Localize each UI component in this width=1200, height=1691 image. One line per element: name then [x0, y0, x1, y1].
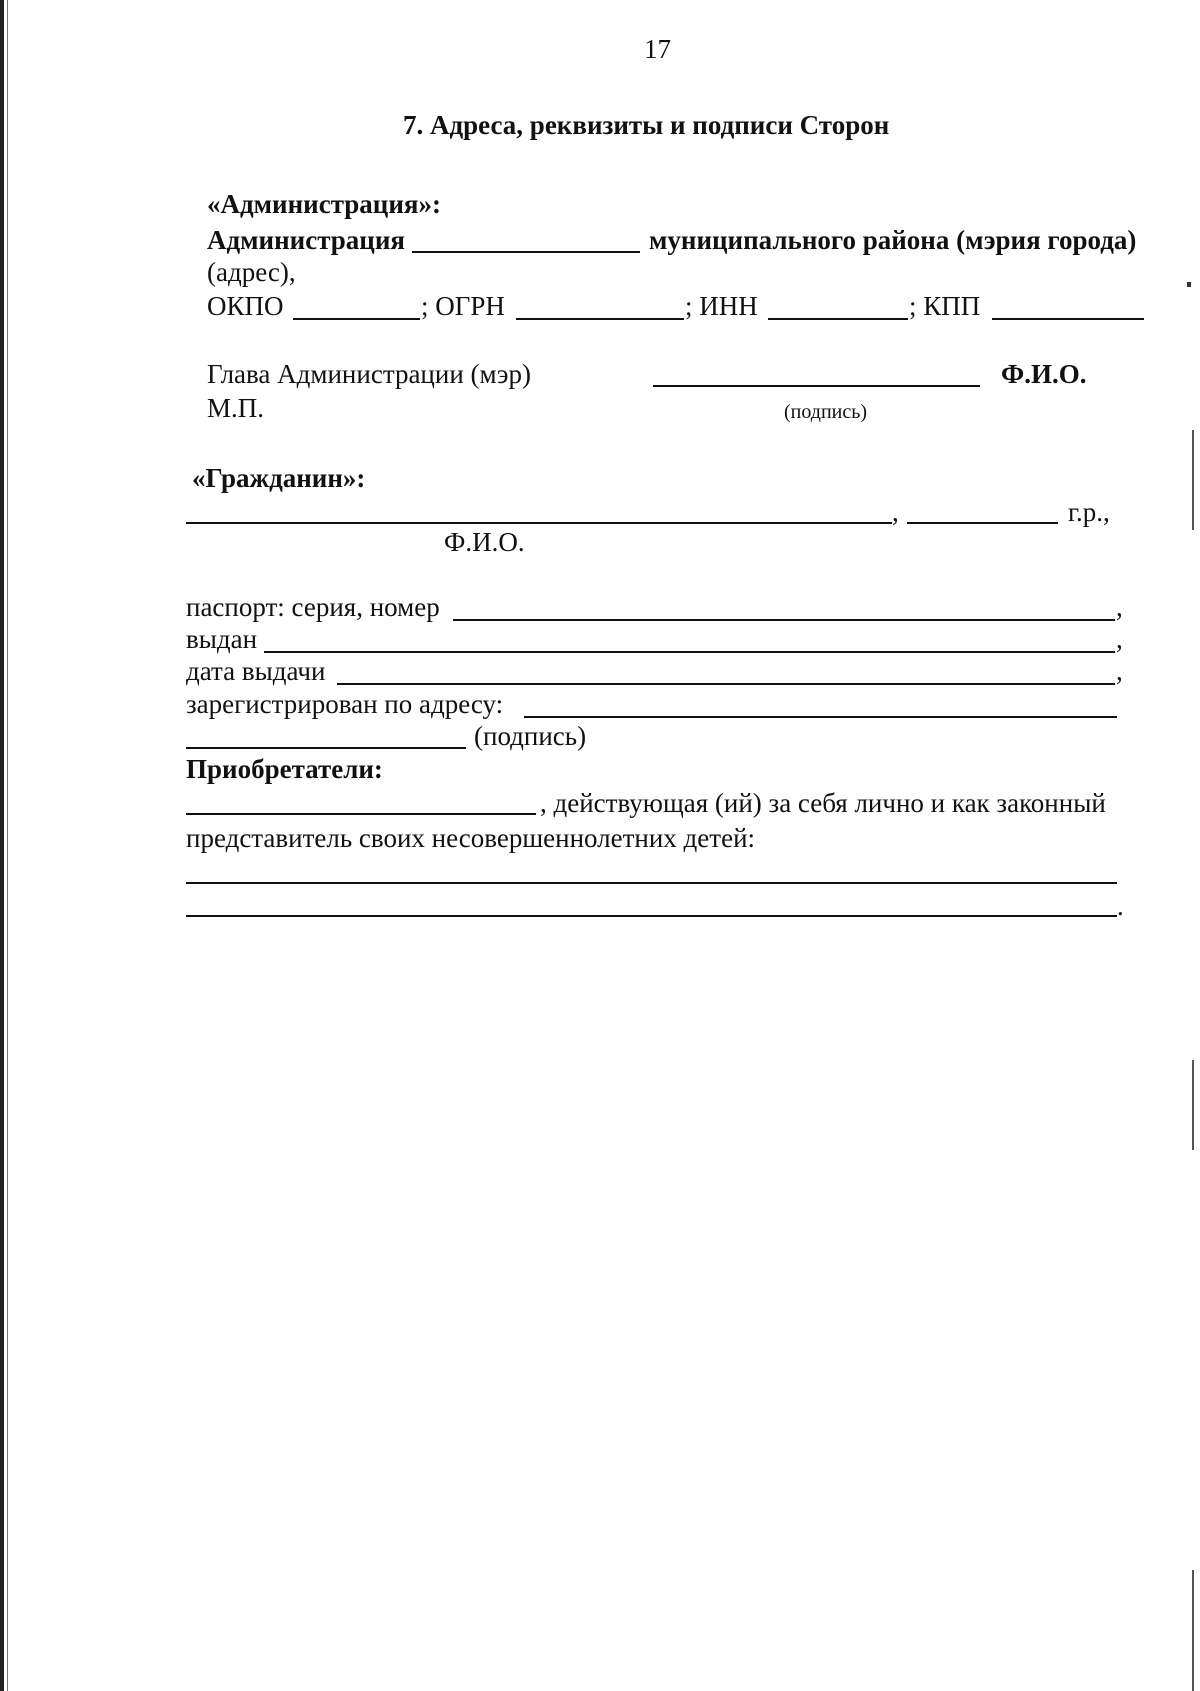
signature-caption: (подпись)	[784, 401, 868, 423]
kpp-blank	[992, 318, 1144, 320]
registered-blank	[524, 716, 1117, 718]
scan-right-edge-mark	[1192, 1570, 1194, 1691]
administration-heading: «Администрация»:	[207, 189, 442, 219]
inn-blank	[768, 318, 908, 320]
okpo-blank	[293, 318, 420, 320]
ogrn-blank	[516, 318, 684, 320]
kpp-label: ; КПП	[909, 291, 981, 321]
scan-left-edge	[0, 0, 4, 1691]
passport-label: паспорт: серия, номер	[186, 592, 440, 622]
acquirers-line2: представитель своих несовершеннолетних детей:	[186, 823, 756, 853]
municipality-blank	[412, 251, 640, 253]
section-title: 7. Адреса, реквизиты и подписи Сторон	[403, 110, 890, 140]
acquirers-heading: Приобретатели:	[186, 754, 383, 784]
passport-blank	[453, 619, 1115, 621]
acquirers-line1: , действующая (ий) за себя лично и как законный	[540, 788, 1106, 818]
head-signature-blank	[653, 385, 980, 387]
scan-left-edge-inner	[7, 0, 8, 1691]
acquirer-name-blank	[186, 813, 536, 815]
ogrn-label: ; ОГРН	[421, 291, 505, 321]
citizen-signature-caption: (подпись)	[474, 721, 587, 751]
children-end-dot: .	[1117, 891, 1124, 921]
citizen-signature-blank	[186, 747, 466, 749]
page-number: 17	[644, 34, 671, 64]
citizen-fio-blank	[186, 522, 892, 524]
administration-address: (адрес),	[207, 257, 296, 287]
citizen-heading: «Гражданин»:	[192, 463, 366, 493]
issued-label: выдан	[186, 624, 258, 654]
birth-year-suffix: г.р.,	[1068, 497, 1110, 527]
citizen-fio-comma: ,	[892, 497, 899, 527]
issue-date-blank	[337, 683, 1115, 685]
inn-label: ; ИНН	[685, 291, 758, 321]
passport-comma: ,	[1116, 592, 1123, 622]
registered-label: зарегистрирован по адресу:	[186, 689, 504, 719]
issued-comma: ,	[1116, 624, 1123, 654]
scan-speck	[1187, 282, 1191, 287]
stamp-label: М.П.	[207, 393, 265, 423]
children-blank-1	[186, 882, 1117, 884]
scan-right-edge-mark	[1192, 430, 1194, 530]
citizen-fio-caption: Ф.И.О.	[444, 527, 525, 557]
scan-right-edge-mark	[1192, 1060, 1194, 1150]
issue-date-label: дата выдачи	[186, 656, 326, 686]
issue-date-comma: ,	[1116, 656, 1123, 686]
children-blank-2	[186, 915, 1117, 917]
administration-name-end: муниципального района (мэрия города)	[649, 225, 1137, 255]
head-fio: Ф.И.О.	[1001, 359, 1087, 389]
head-title: Глава Администрации (мэр)	[207, 359, 532, 389]
citizen-birth-year-blank	[907, 522, 1058, 524]
issued-blank	[264, 651, 1115, 653]
administration-name-start: Администрация	[207, 225, 406, 255]
okpo-label: ОКПО	[207, 291, 284, 321]
